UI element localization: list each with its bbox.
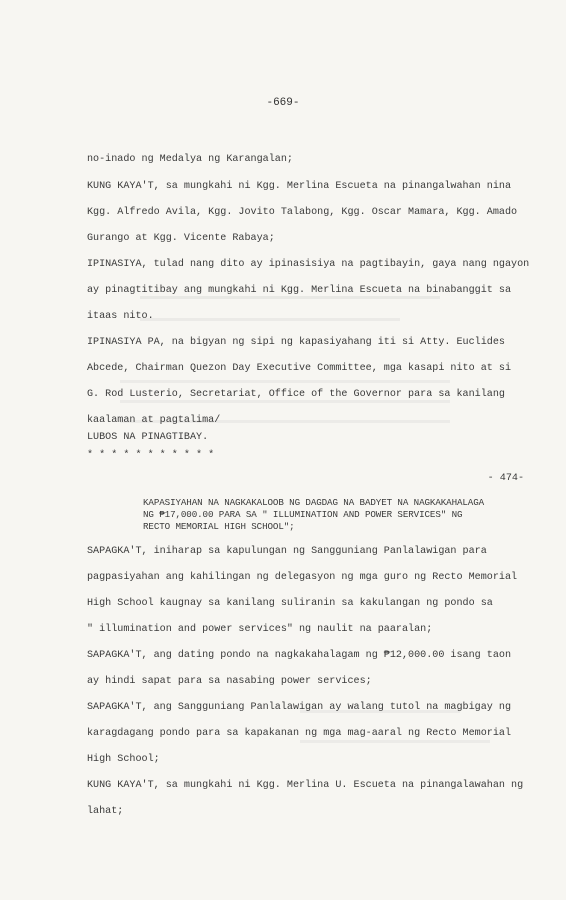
resolution-title-line: RECTO MEMORIAL HIGH SCHOOL"; (143, 521, 295, 532)
bleed-through-shadow (120, 380, 450, 383)
bleed-through-shadow (140, 318, 400, 321)
resolution-title-line: KAPASIYAHAN NA NAGKAKALOOB NG DAGDAG NA BADYET NA NAGKAKAHALAGA (143, 497, 485, 508)
body-line: karagdagang pondo para sa kapakanan ng mga mag-aaral ng Recto Memorial (87, 728, 512, 739)
body-line: ay hindi sapat para sa nasabing power services; (87, 676, 372, 687)
asterisk-separator: * * * * * * * * * * * (87, 450, 215, 461)
page-number: -669- (266, 97, 300, 109)
body-line: no-inado ng Medalya ng Karangalan; (87, 154, 293, 165)
body-line: KUNG KAYA'T, sa mungkahi ni Kgg. Merlina U. Escueta na pinangalawahan ng (87, 780, 524, 791)
body-line: KUNG KAYA'T, sa mungkahi ni Kgg. Merlina Escueta na pinangalwahan nina (87, 181, 512, 192)
bleed-through-shadow (300, 740, 490, 743)
bleed-through-shadow (120, 400, 450, 403)
body-line: lahat; (87, 806, 124, 817)
resolution-title-line: NG ₱17,000.00 PARA SA " ILLUMINATION AND POWER SERVICES" NG (143, 509, 463, 520)
body-line: SAPAGKA'T, ang Sangguniang Panlalawigan ay walang tutol na magbigay ng (87, 702, 512, 713)
resolution-number: - 474- (487, 473, 524, 484)
body-line: SAPAGKA'T, iniharap sa kapulungan ng Sangguniang Panlalawigan para (87, 546, 487, 557)
body-line: High School kaugnay sa kanilang suliranin sa kakulangan ng pondo sa (87, 598, 493, 609)
body-line: Abcede, Chairman Quezon Day Executive Committee, mga kasapi nito at si (87, 363, 512, 374)
body-line: Gurango at Kgg. Vicente Rabaya; (87, 233, 275, 244)
body-line: G. Rod Lusterio, Secretariat, Office of the Governor para sa kanilang (87, 389, 505, 400)
body-line: kaalaman at pagtalima/ (87, 415, 221, 426)
body-line: ay pinagtitibay ang mungkahi ni Kgg. Merlina Escueta na binabanggit sa (87, 285, 512, 296)
body-line: LUBOS NA PINAGTIBAY. (87, 432, 209, 443)
body-line: High School; (87, 754, 160, 765)
body-line: SAPAGKA'T, ang dating pondo na nagkakahalagam ng ₱12,000.00 isang taon (87, 650, 512, 661)
body-line: IPINASIYA, tulad nang dito ay ipinasisiya na pagtibayin, gaya nang ngayon (87, 259, 530, 270)
body-line: itaas nito. (87, 311, 154, 322)
body-line: pagpasiyahan ang kahilingan ng delegasyon ng mga guro ng Recto Memorial (87, 572, 518, 583)
body-line: IPINASIYA PA, na bigyan ng sipi ng kapasiyahang iti si Atty. Euclides (87, 337, 505, 348)
body-line: Kgg. Alfredo Avila, Kgg. Jovito Talabong, Kgg. Oscar Mamara, Kgg. Amado (87, 207, 518, 218)
body-line: " illumination and power services" ng naulit na paaralan; (87, 624, 433, 635)
bleed-through-shadow (140, 296, 440, 299)
